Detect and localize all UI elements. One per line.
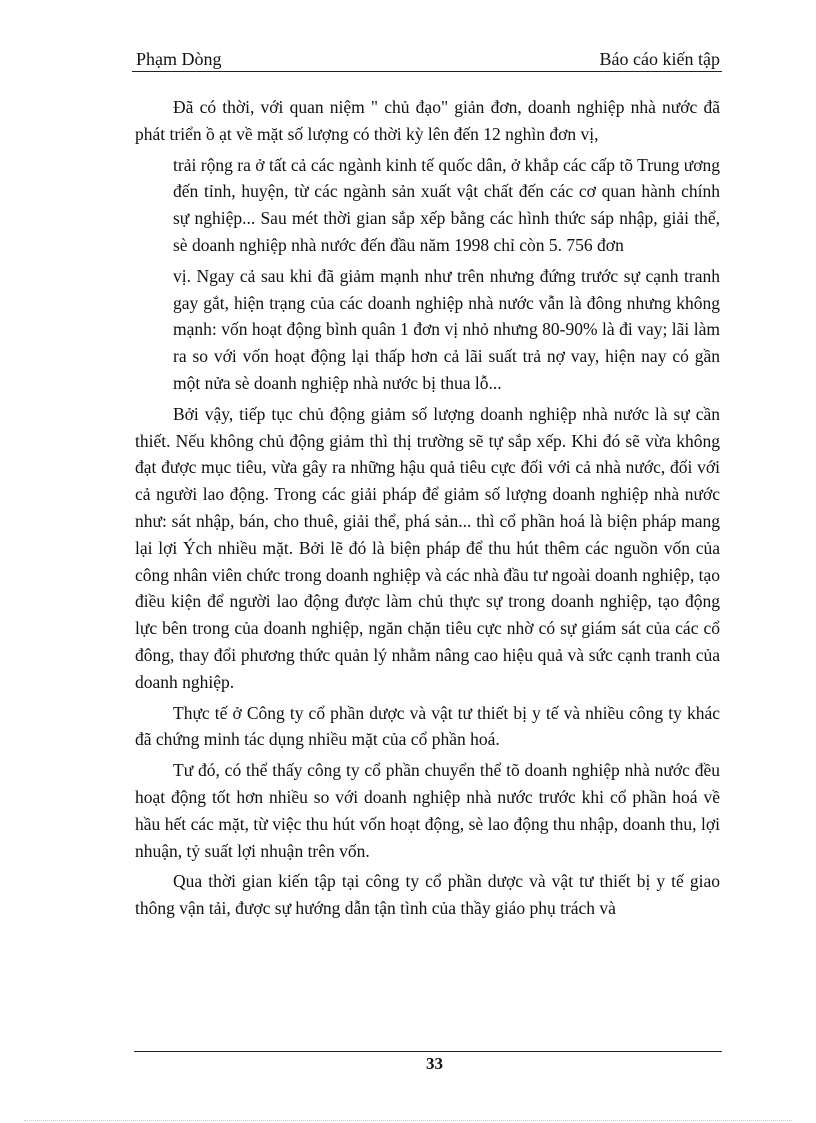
paragraph-1a: Đã có thời, với quan niệm " chủ đạo" giản đơn, doanh nghiệp nhà nước đã phát triển ồ ạt về mặt số lượng có thời kỳ lên đến 12 nghìn đơn vị, (135, 97, 720, 144)
header-title: Báo cáo kiến tập (599, 49, 720, 69)
footer-divider (134, 1051, 722, 1052)
body-text (135, 94, 720, 926)
paragraph-3: Thực tế ở Công ty cổ phần dược và vật tư thiết bị y tế và nhiều công ty khác đã chứng minh tác dụng nhiều mặt của cổ phần hoá. (135, 702, 720, 750)
paragraph-2: Bởi vậy, tiếp tục chủ động giảm số lượng doanh nghiệp nhà nước là sự cần thiết. Nếu không chủ động giảm thì thị trường sẽ tự sắp xếp. Khi đó sẽ vừa không đạt được mục tiêu, vừa gây ra những hậu quả tiêu cực đối với cả nhà nước, đối với cả người lao động. Trong các giải pháp để giảm số lượng doanh nghiệp nhà nước như: sát nhập, bán, cho thuê, giải thể, phá sản... thì cổ phần hoá là biện pháp mang lại lợi Ých nhiều mặt. Bởi lẽ đó là biện pháp để thu hút thêm các nguồn vốn của công nhân viên chức trong doanh nghiệp và các nhà đầu tư ngoài doanh nghiệp, tạo điều kiện để người lao động được làm chủ thực sự trong doanh nghiệp, tạo động lực bên trong của doanh nghiệp, ngăn chặn tiêu cực nhờ có sự giám sát của các cổ đông, thay đổi phương thức quản lý nhằm nâng cao hiệu quả và sức cạnh tranh của doanh nghiệp. (135, 403, 720, 692)
page-edge-divider (24, 1120, 792, 1121)
page-number: 33 (426, 1054, 443, 1073)
header-author: Phạm Dòng (136, 49, 222, 69)
paragraph-5: Qua thời gian kiến tập tại công ty cổ phần dược và vật tư thiết bị y tế giao thông vận tải, được sự hướng dẫn tận tình của thầy giáo phụ trách và (135, 871, 720, 919)
page-header (132, 47, 722, 72)
paragraph-4: Tư đó, có thể thấy công ty cổ phần chuyển thể tõ doanh nghiệp nhà nước đều hoạt động tốt hơn nhiều so với doanh nghiệp nhà nước trước khi cổ phần hoá về hầu hết các mặt, từ việc thu hút vốn hoạt động, sè lao động thu nhập, doanh thu, lợi nhuận, tỷ suất lợi nhuận trên vốn. (135, 760, 720, 861)
paragraph-1b: trải rộng ra ở tất cả các ngành kinh tế quốc dân, ở khắp các cấp tõ Trung ương đến tỉnh, huyện, từ các ngành sản xuất vật chất đến các cơ quan hành chính sự nghiệp... Sau mét thời gian sắp xếp bằng các hình thức sáp nhập, giải thể, sè doanh nghiệp nhà nước đến đầu năm 1998 chỉ còn 5. 756 đơn (173, 154, 720, 255)
paragraph-1c: vị. Ngay cả sau khi đã giảm mạnh như trên nhưng đứng trước sự cạnh tranh gay gắt, hiện trạng của các doanh nghiệp nhà nước vẫn là đông nhưng không mạnh: vốn hoạt động bình quân 1 đơn vị nhỏ nhưng 80-90% là đi vay; lãi làm ra so với vốn hoạt động lại thấp hơn cả lãi suất trả nợ vay, hiện nay có gần một nửa sè doanh nghiệp nhà nước bị thua lỗ... (173, 265, 720, 393)
